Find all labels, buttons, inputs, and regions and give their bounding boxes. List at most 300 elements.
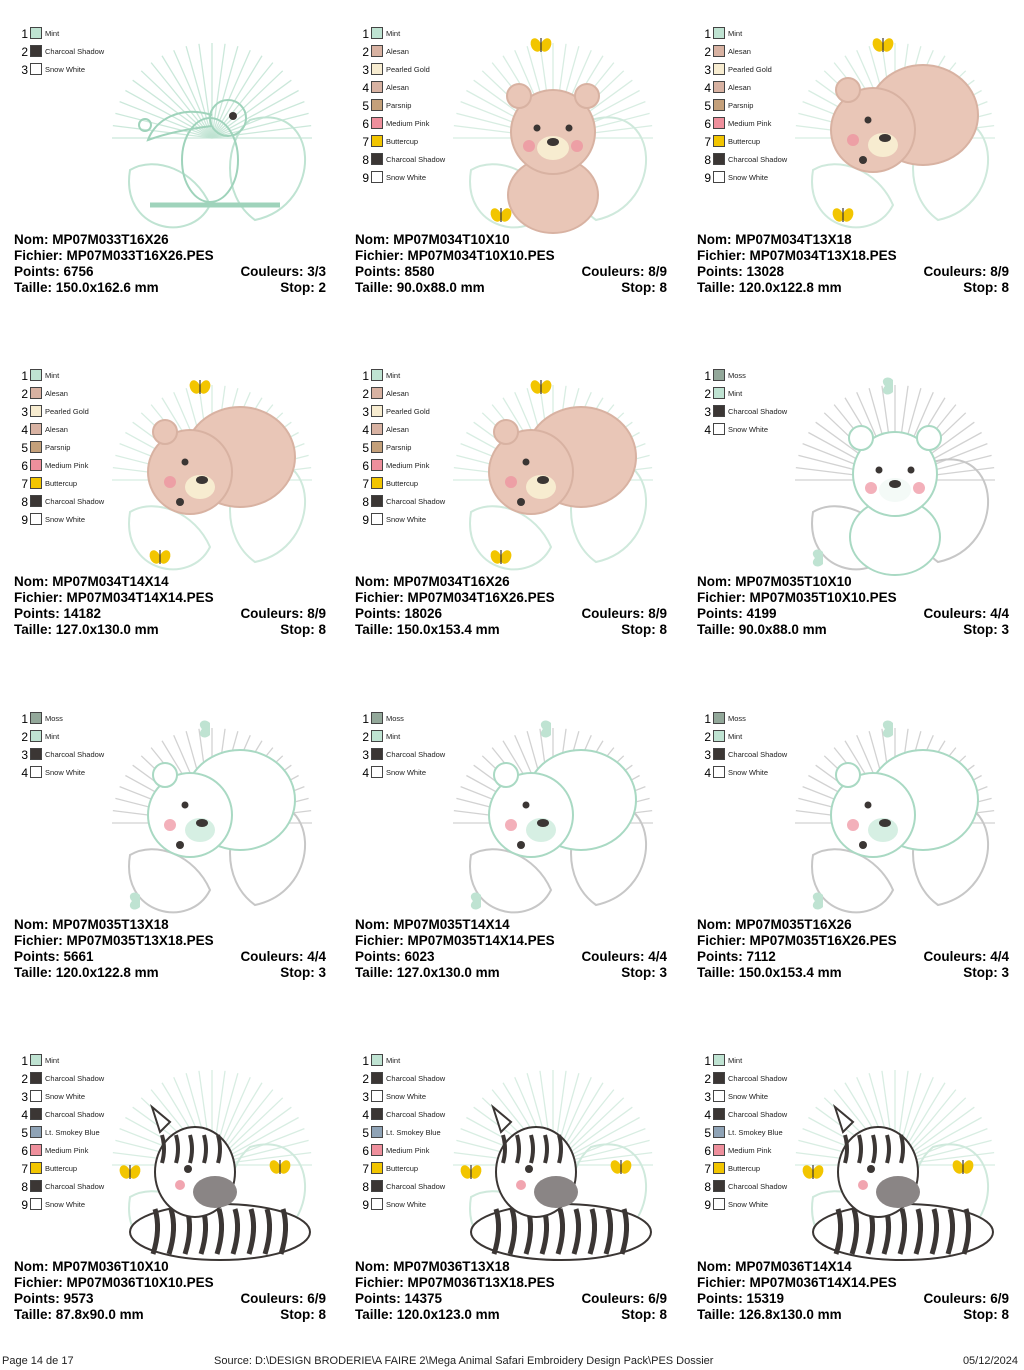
color-name: Snow White [386, 515, 427, 524]
palette-number: 8 [21, 1180, 28, 1194]
palette-number: 3 [362, 748, 369, 762]
color-swatch [371, 477, 383, 489]
stitch-count: 5661 [63, 949, 94, 964]
design-name-label: Nom: [355, 917, 390, 932]
color-swatch [371, 63, 383, 75]
color-swatch [371, 513, 383, 525]
color-name: Parsnip [386, 443, 412, 452]
palette-number: 9 [21, 513, 28, 527]
design-card [341, 342, 683, 684]
file-name: MP07M034T16X26.PES [407, 590, 555, 605]
design-size-label: Taille: [697, 622, 736, 637]
palette-number: 9 [362, 171, 369, 185]
color-swatch [30, 477, 42, 489]
color-name: Mint [45, 1056, 60, 1065]
palette-number: 2 [362, 730, 369, 744]
design-size: 127.0x130.0 mm [55, 622, 159, 637]
color-count: 8/9 [990, 264, 1009, 279]
palette-number: 1 [362, 369, 369, 383]
color-swatch [371, 1162, 383, 1174]
design-info [355, 574, 667, 638]
color-name: Charcoal Shadow [728, 1110, 788, 1119]
polar-bear-sitting-icon [783, 362, 1013, 587]
color-name: Medium Pink [386, 1146, 430, 1155]
color-name: Moss [728, 371, 746, 380]
design-name-label: Nom: [14, 574, 49, 589]
color-name: Alesan [386, 47, 409, 56]
color-swatch [30, 423, 42, 435]
stop-count-label: Stop: [280, 1307, 315, 1322]
palette-number: 7 [362, 1162, 369, 1176]
palette-number: 1 [362, 712, 369, 726]
color-count-label: Couleurs: [240, 264, 304, 279]
design-card [683, 342, 1024, 684]
color-swatch [371, 1198, 383, 1210]
design-card [683, 0, 1024, 342]
zebra-icon [783, 1047, 1013, 1272]
design-info [14, 232, 326, 296]
file-name-label: Fichier: [14, 1275, 63, 1290]
palette-number: 6 [21, 1144, 28, 1158]
color-name: Pearled Gold [45, 407, 89, 416]
color-swatch [371, 423, 383, 435]
source-path: Source: D:\DESIGN BRODERIE\A FAIRE 2\Mega Animal Safari Embroidery Design Pack\PES Dossier [214, 1355, 714, 1367]
color-name: Moss [728, 714, 746, 723]
color-name: Charcoal Shadow [386, 497, 446, 506]
palette-number: 6 [704, 1144, 711, 1158]
stitch-count-label: Points: [14, 264, 60, 279]
color-swatch [371, 387, 383, 399]
palette-number: 6 [21, 459, 28, 473]
palette-number: 3 [362, 1090, 369, 1104]
file-name: MP07M035T10X10.PES [749, 590, 897, 605]
palette-number: 4 [21, 766, 28, 780]
color-count: 3/3 [307, 264, 326, 279]
color-swatch [713, 748, 725, 760]
stitch-count: 8580 [404, 264, 435, 279]
palette-number: 3 [21, 1090, 28, 1104]
stop-count-label: Stop: [621, 965, 656, 980]
color-name: Snow White [386, 768, 427, 777]
color-name: Charcoal Shadow [45, 1074, 105, 1083]
design-name: MP07M034T16X26 [393, 574, 510, 589]
file-name-label: Fichier: [355, 590, 404, 605]
color-name: Mint [386, 29, 401, 38]
design-name-label: Nom: [355, 232, 390, 247]
color-swatch [30, 387, 42, 399]
color-name: Charcoal Shadow [728, 1182, 788, 1191]
design-size: 90.0x88.0 mm [396, 280, 485, 295]
design-info [697, 1259, 1009, 1323]
color-name: Mint [386, 732, 401, 741]
color-swatch [371, 81, 383, 93]
color-count: 8/9 [307, 606, 326, 621]
design-name: MP07M035T16X26 [735, 917, 852, 932]
stitch-count: 14375 [404, 1291, 443, 1306]
stitch-count-label: Points: [697, 1291, 743, 1306]
color-swatch [371, 1090, 383, 1102]
color-name: Alesan [728, 83, 751, 92]
color-name: Charcoal Shadow [45, 750, 105, 759]
palette-number: 5 [362, 441, 369, 455]
design-info [355, 1259, 667, 1323]
palette-number: 9 [362, 1198, 369, 1212]
color-name: Snow White [386, 1092, 427, 1101]
color-count-label: Couleurs: [923, 264, 987, 279]
stop-count: 3 [318, 965, 326, 980]
design-info [697, 574, 1009, 638]
zebra-icon [100, 1047, 330, 1272]
color-swatch [371, 45, 383, 57]
palette-number: 1 [704, 369, 711, 383]
file-name: MP07M035T16X26.PES [749, 933, 897, 948]
color-count-label: Couleurs: [923, 949, 987, 964]
stitch-count-label: Points: [697, 606, 743, 621]
color-swatch [713, 1180, 725, 1192]
design-card [683, 685, 1024, 1027]
page-number: Page 14 de 17 [2, 1355, 74, 1367]
toucan-icon [100, 20, 330, 245]
design-info [697, 917, 1009, 981]
color-name: Charcoal Shadow [386, 1182, 446, 1191]
color-name: Medium Pink [45, 1146, 89, 1155]
color-name: Buttercup [728, 1164, 761, 1173]
palette-number: 5 [21, 441, 28, 455]
color-name: Snow White [728, 1200, 769, 1209]
stop-count: 2 [318, 280, 326, 295]
palette-number: 5 [704, 99, 711, 113]
color-name: Alesan [45, 389, 68, 398]
bear-peeking-icon [441, 362, 671, 587]
color-count-label: Couleurs: [240, 606, 304, 621]
palette-number: 3 [362, 63, 369, 77]
color-name: Alesan [45, 425, 68, 434]
design-size-label: Taille: [355, 280, 394, 295]
stitch-count: 14182 [63, 606, 102, 621]
color-name: Snow White [386, 173, 427, 182]
color-swatch [371, 459, 383, 471]
palette-number: 1 [704, 1054, 711, 1068]
design-size-label: Taille: [355, 622, 394, 637]
color-swatch [30, 369, 42, 381]
design-size-label: Taille: [355, 965, 394, 980]
file-name: MP07M034T10X10.PES [407, 248, 555, 263]
color-name: Snow White [728, 1092, 769, 1101]
design-name: MP07M036T13X18 [393, 1259, 510, 1274]
palette-number: 7 [704, 135, 711, 149]
stop-count: 3 [1001, 622, 1009, 637]
design-name: MP07M034T10X10 [393, 232, 510, 247]
design-name-label: Nom: [697, 574, 732, 589]
color-swatch [371, 1144, 383, 1156]
design-info [355, 232, 667, 296]
color-swatch [30, 1054, 42, 1066]
palette-number: 4 [362, 766, 369, 780]
color-swatch [713, 81, 725, 93]
color-swatch [30, 45, 42, 57]
design-name: MP07M036T14X14 [735, 1259, 852, 1274]
design-card [0, 0, 342, 342]
design-name-label: Nom: [697, 232, 732, 247]
palette-number: 5 [21, 1126, 28, 1140]
color-swatch [30, 27, 42, 39]
file-name: MP07M035T14X14.PES [407, 933, 555, 948]
color-name: Medium Pink [386, 461, 430, 470]
color-name: Pearled Gold [386, 407, 430, 416]
color-count: 6/9 [648, 1291, 667, 1306]
color-swatch [713, 117, 725, 129]
file-name: MP07M033T16X26.PES [66, 248, 214, 263]
stitch-count: 4199 [746, 606, 777, 621]
color-swatch [713, 171, 725, 183]
palette-number: 8 [362, 153, 369, 167]
design-size: 150.0x153.4 mm [738, 965, 842, 980]
design-size: 126.8x130.0 mm [738, 1307, 842, 1322]
color-count-label: Couleurs: [581, 949, 645, 964]
polar-bear-peeking-icon [100, 705, 330, 930]
design-size: 87.8x90.0 mm [55, 1307, 144, 1322]
color-name: Parsnip [45, 443, 71, 452]
palette-number: 4 [704, 1108, 711, 1122]
color-name: Alesan [386, 389, 409, 398]
color-swatch [713, 63, 725, 75]
color-swatch [30, 1072, 42, 1084]
bear-peeking-icon [100, 362, 330, 587]
color-name: Buttercup [386, 137, 419, 146]
design-size-label: Taille: [697, 1307, 736, 1322]
design-size-label: Taille: [355, 1307, 394, 1322]
palette-number: 1 [362, 1054, 369, 1068]
color-swatch [371, 766, 383, 778]
color-name: Charcoal Shadow [728, 155, 788, 164]
file-name: MP07M035T13X18.PES [66, 933, 214, 948]
color-swatch [30, 513, 42, 525]
color-name: Medium Pink [45, 461, 89, 470]
stop-count-label: Stop: [963, 965, 998, 980]
palette-number: 9 [704, 1198, 711, 1212]
color-count: 8/9 [648, 606, 667, 621]
color-swatch [30, 63, 42, 75]
color-name: Parsnip [386, 101, 412, 110]
palette-number: 5 [704, 1126, 711, 1140]
palette-number: 6 [362, 459, 369, 473]
palette-number: 7 [362, 135, 369, 149]
page-footer [0, 1354, 1024, 1370]
color-name: Snow White [728, 425, 769, 434]
file-name-label: Fichier: [697, 590, 746, 605]
palette-number: 3 [704, 1090, 711, 1104]
design-size-label: Taille: [14, 965, 53, 980]
color-swatch [713, 423, 725, 435]
color-swatch [371, 1108, 383, 1120]
color-swatch [371, 712, 383, 724]
color-swatch [713, 135, 725, 147]
color-name: Alesan [386, 425, 409, 434]
color-swatch [371, 730, 383, 742]
palette-number: 2 [21, 387, 28, 401]
stitch-count-label: Points: [697, 264, 743, 279]
color-name: Buttercup [386, 1164, 419, 1173]
color-swatch [371, 369, 383, 381]
color-count-label: Couleurs: [923, 606, 987, 621]
design-name: MP07M034T13X18 [735, 232, 852, 247]
palette-number: 2 [362, 45, 369, 59]
design-size: 150.0x153.4 mm [396, 622, 500, 637]
stitch-count-label: Points: [14, 949, 60, 964]
color-name: Medium Pink [728, 119, 772, 128]
stop-count-label: Stop: [963, 1307, 998, 1322]
design-name: MP07M035T13X18 [52, 917, 169, 932]
color-name: Mint [45, 29, 60, 38]
color-count-label: Couleurs: [240, 949, 304, 964]
palette-number: 3 [21, 63, 28, 77]
design-name-label: Nom: [697, 917, 732, 932]
color-swatch [30, 495, 42, 507]
palette-number: 2 [704, 387, 711, 401]
palette-number: 2 [21, 730, 28, 744]
design-size-label: Taille: [14, 1307, 53, 1322]
color-swatch [30, 730, 42, 742]
color-swatch [30, 441, 42, 453]
color-swatch [30, 766, 42, 778]
stop-count-label: Stop: [280, 280, 315, 295]
stitch-count-label: Points: [355, 1291, 401, 1306]
palette-number: 7 [21, 1162, 28, 1176]
color-swatch [30, 748, 42, 760]
stitch-count: 6756 [63, 264, 94, 279]
color-name: Moss [386, 714, 404, 723]
color-swatch [371, 171, 383, 183]
stitch-count: 13028 [746, 264, 785, 279]
palette-number: 2 [21, 1072, 28, 1086]
color-name: Parsnip [728, 101, 754, 110]
file-name-label: Fichier: [697, 248, 746, 263]
color-swatch [371, 1126, 383, 1138]
color-name: Mint [728, 29, 743, 38]
file-name: MP07M034T14X14.PES [66, 590, 214, 605]
color-name: Charcoal Shadow [386, 750, 446, 759]
file-name-label: Fichier: [697, 1275, 746, 1290]
color-swatch [371, 99, 383, 111]
color-name: Charcoal Shadow [45, 1110, 105, 1119]
color-name: Charcoal Shadow [45, 497, 105, 506]
palette-number: 4 [704, 81, 711, 95]
color-swatch [713, 766, 725, 778]
palette-number: 1 [704, 712, 711, 726]
color-swatch [713, 1090, 725, 1102]
palette-number: 1 [21, 712, 28, 726]
color-swatch [713, 153, 725, 165]
color-swatch [371, 153, 383, 165]
file-name-label: Fichier: [355, 1275, 404, 1290]
color-name: Medium Pink [386, 119, 430, 128]
color-name: Lt. Smokey Blue [45, 1128, 100, 1137]
color-count-label: Couleurs: [923, 1291, 987, 1306]
design-size-label: Taille: [14, 622, 53, 637]
stop-count: 8 [659, 280, 667, 295]
design-size: 120.0x122.8 mm [55, 965, 159, 980]
stitch-count: 18026 [404, 606, 443, 621]
stop-count: 8 [659, 1307, 667, 1322]
color-swatch [713, 730, 725, 742]
color-name: Charcoal Shadow [728, 407, 788, 416]
design-card [0, 1027, 342, 1369]
palette-number: 4 [362, 1108, 369, 1122]
color-name: Snow White [45, 1200, 86, 1209]
palette-number: 2 [21, 45, 28, 59]
stop-count: 3 [1001, 965, 1009, 980]
color-swatch [713, 405, 725, 417]
color-count: 4/4 [648, 949, 667, 964]
color-name: Charcoal Shadow [728, 750, 788, 759]
color-swatch [30, 712, 42, 724]
palette-number: 9 [21, 1198, 28, 1212]
palette-number: 1 [362, 27, 369, 41]
design-name: MP07M035T10X10 [735, 574, 852, 589]
stop-count-label: Stop: [621, 1307, 656, 1322]
color-name: Alesan [728, 47, 751, 56]
stitch-count-label: Points: [355, 606, 401, 621]
color-swatch [371, 117, 383, 129]
design-size-label: Taille: [697, 280, 736, 295]
stitch-count-label: Points: [355, 949, 401, 964]
palette-number: 3 [21, 748, 28, 762]
color-swatch [371, 405, 383, 417]
palette-number: 9 [362, 513, 369, 527]
palette-number: 4 [21, 423, 28, 437]
file-name-label: Fichier: [697, 933, 746, 948]
color-count: 4/4 [990, 606, 1009, 621]
stop-count: 8 [318, 622, 326, 637]
color-swatch [30, 405, 42, 417]
color-name: Lt. Smokey Blue [728, 1128, 783, 1137]
color-swatch [713, 1144, 725, 1156]
palette-number: 6 [362, 117, 369, 131]
color-name: Moss [45, 714, 63, 723]
print-date: 05/12/2024 [962, 1355, 1018, 1367]
color-name: Mint [45, 371, 60, 380]
color-name: Snow White [728, 768, 769, 777]
color-name: Mint [386, 1056, 401, 1065]
color-swatch [371, 1180, 383, 1192]
color-swatch [371, 1072, 383, 1084]
palette-number: 8 [362, 495, 369, 509]
design-name-label: Nom: [355, 574, 390, 589]
color-swatch [713, 99, 725, 111]
stop-count-label: Stop: [963, 622, 998, 637]
file-name-label: Fichier: [355, 248, 404, 263]
color-name: Pearled Gold [728, 65, 772, 74]
palette-number: 3 [362, 405, 369, 419]
design-size: 150.0x162.6 mm [55, 280, 159, 295]
color-swatch [30, 1090, 42, 1102]
color-swatch [30, 1180, 42, 1192]
color-swatch [713, 712, 725, 724]
color-swatch [713, 369, 725, 381]
palette-number: 4 [362, 81, 369, 95]
stop-count-label: Stop: [621, 622, 656, 637]
stitch-count: 6023 [404, 949, 435, 964]
color-name: Buttercup [45, 479, 78, 488]
stitch-count-label: Points: [355, 264, 401, 279]
color-swatch [713, 45, 725, 57]
palette-number: 1 [21, 369, 28, 383]
color-swatch [371, 27, 383, 39]
stop-count: 8 [1001, 1307, 1009, 1322]
palette-number: 4 [362, 423, 369, 437]
color-swatch [713, 387, 725, 399]
color-name: Charcoal Shadow [386, 1074, 446, 1083]
